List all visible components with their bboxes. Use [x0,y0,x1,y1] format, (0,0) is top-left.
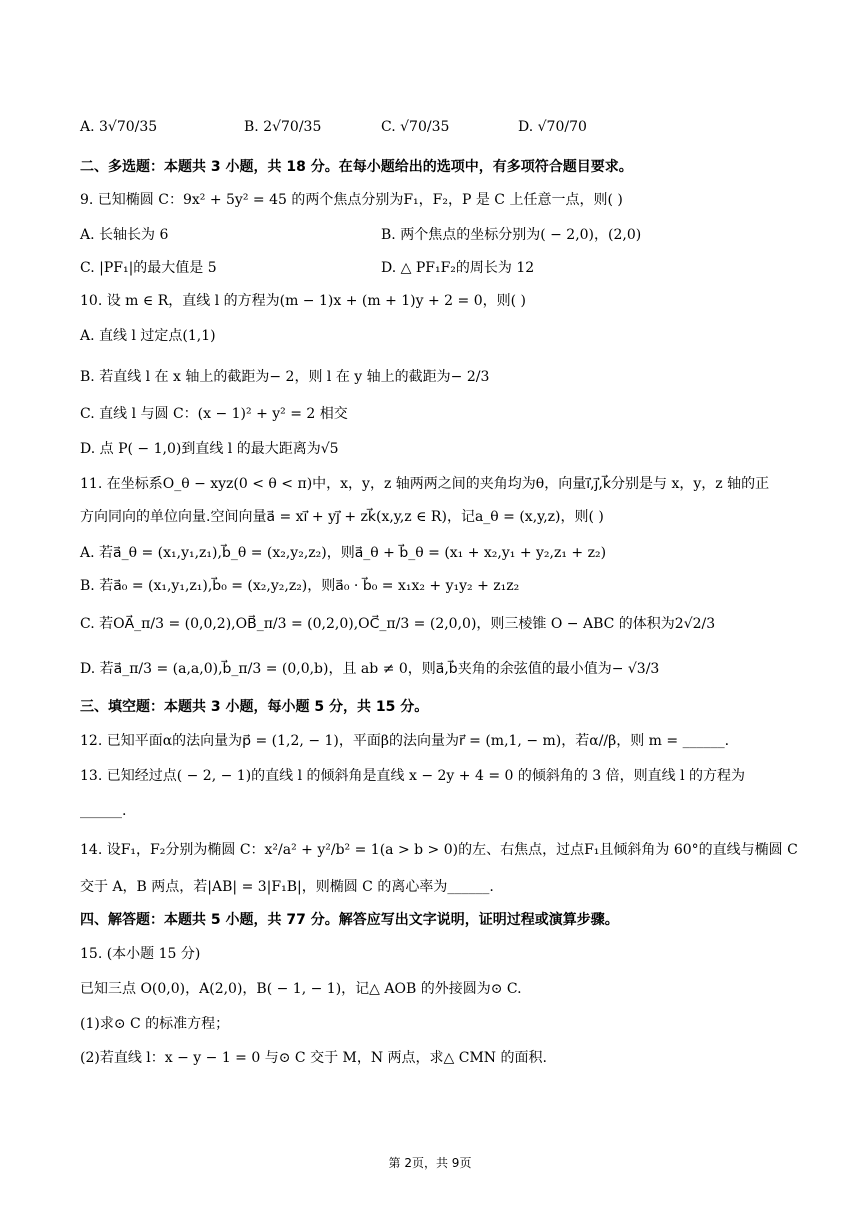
question-11-stem-line-1: 11. 在坐标系O_θ − xyz(0 < θ < π)中，x，y，z 轴两两之间的夹角均为θ，向量i⃗,j⃗,k⃗分别是与 x，y，z 轴的正 [80,476,770,492]
section-heading-solutions: 四、解答题：本题共 5 小题，共 77 分。解答应写出文字说明，证明过程或演算步骤。 [80,912,619,928]
q8-option-d: D. √70/70 [518,119,587,135]
question-15-title: 15. (本小题 15 分) [80,946,201,962]
question-15-stem: 已知三点 O(0,0)，A(2,0)，B( − 1, − 1)，记△ AOB 的外接圆为⊙ C. [80,981,522,997]
question-11-stem-line-2: 方向同向的单位向量.空间向量a⃗ = xi⃗ + yj⃗ + zk⃗(x,y,z ∈ R)，记a_θ = (x,y,z)，则( ) [80,509,604,525]
question-13-line-1: 13. 已知经过点( − 2, − 1)的直线 l 的倾斜角是直线 x − 2y + 4 = 0 的倾斜角的 3 倍，则直线 l 的方程为 [80,768,746,784]
question-10-option-a: A. 直线 l 过定点(1,1) [80,328,216,344]
question-11-option-b: B. 若a⃗₀ = (x₁,y₁,z₁),b⃗₀ = (x₂,y₂,z₂)，则a⃗₀ · b⃗₀ = x₁x₂ + y₁y₂ + z₁z₂ [80,578,520,594]
question-9-option-c: C. |PF₁|的最大值是 5 [80,260,217,276]
q8-option-c: C. √70/35 [381,119,450,135]
question-10-option-d: D. 点 P( − 1,0)到直线 l 的最大距离为√5 [80,441,339,457]
page-footer: 第 2页，共 9页 [388,1156,472,1170]
question-15-part-2: (2)若直线 l：x − y − 1 = 0 与⊙ C 交于 M，N 两点，求△ CMN 的面积. [80,1050,547,1066]
section-heading-multiple-choice: 二、多选题：本题共 3 小题，共 18 分。在每小题给出的选项中，有多项符合题目要求。 [80,159,633,175]
question-11-option-d: D. 若a⃗_π/3 = (a,a,0),b⃗_π/3 = (0,0,b)，且 ab ≠ 0，则a⃗,b⃗夹角的余弦值的最小值为− √3/3 [80,661,660,677]
question-9-option-d: D. △ PF₁F₂的周长为 12 [381,260,535,276]
q8-option-a: A. 3√70/35 [80,119,158,135]
question-11-option-a: A. 若a⃗_θ = (x₁,y₁,z₁),b⃗_θ = (x₂,y₂,z₂)，则a⃗_θ + b⃗_θ = (x₁ + x₂,y₁ + y₂,z₁ + z₂) [80,545,607,561]
question-10-option-c: C. 直线 l 与圆 C：(x − 1)² + y² = 2 相交 [80,406,348,422]
question-13-line-2: ______. [80,803,127,819]
question-9-stem: 9. 已知椭圆 C：9x² + 5y² = 45 的两个焦点分别为F₁，F₂，P 是 C 上任意一点，则( ) [80,192,623,208]
question-11-option-c: C. 若OA⃗_π/3 = (0,0,2),OB⃗_π/3 = (0,2,0),OC⃗_π/3 = (2,0,0)，则三棱锥 O − ABC 的体积为2√2/3 [80,616,716,632]
question-10-stem: 10. 设 m ∈ R，直线 l 的方程为(m − 1)x + (m + 1)y + 2 = 0，则( ) [80,293,526,309]
section-heading-fill-in: 三、填空题：本题共 3 小题，每小题 5 分，共 15 分。 [80,699,429,715]
question-14-line-2: 交于 A，B 两点，若|AB| = 3|F₁B|，则椭圆 C 的离心率为______. [80,879,494,895]
question-10-option-b: B. 若直线 l 在 x 轴上的截距为− 2，则 l 在 y 轴上的截距为− 2/3 [80,369,490,385]
question-12: 12. 已知平面α的法向量为p⃗ = (1,2, − 1)，平面β的法向量为r⃗ = (m,1, − m)，若α//β，则 m = ______. [80,733,730,749]
question-9-option-a: A. 长轴长为 6 [80,227,169,243]
question-15-part-1: (1)求⊙ C 的标准方程； [80,1016,230,1032]
q8-option-b: B. 2√70/35 [244,119,322,135]
question-14-line-1: 14. 设F₁，F₂分别为椭圆 C：x²/a² + y²/b² = 1(a > b > 0)的左、右焦点，过点F₁且倾斜角为 60°的直线与椭圆 C [80,842,798,858]
question-9-option-b: B. 两个焦点的坐标分别为( − 2,0)，(2,0) [381,227,642,243]
